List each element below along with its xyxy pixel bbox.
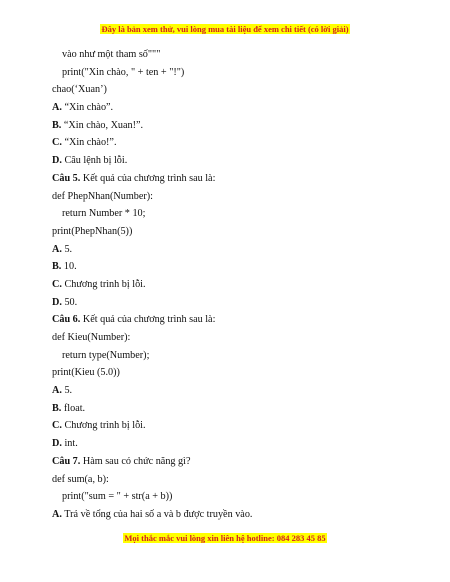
line-label: B. — [52, 402, 62, 414]
line-text: 5. — [61, 243, 73, 255]
answer-option — [52, 382, 422, 400]
question-heading — [52, 170, 422, 188]
line-text: Chương trình bị lỗi. — [61, 420, 146, 432]
line-label: D. — [52, 155, 62, 167]
code-line — [52, 488, 422, 506]
line-text: def PhepNhan(Number): — [52, 190, 153, 202]
question-heading — [52, 453, 422, 471]
answer-option — [52, 134, 422, 152]
answer-option — [52, 276, 422, 294]
line-text: chao(‘Xuan’) — [52, 84, 107, 96]
code-line — [52, 329, 422, 347]
line-label: C. — [52, 278, 62, 290]
line-text: print("sum = " + str(a + b)) — [62, 491, 173, 503]
line-label: D. — [52, 438, 62, 450]
line-label: A. — [52, 508, 62, 520]
code-line — [52, 223, 422, 241]
line-text: “Xin chào”. — [61, 102, 114, 114]
code-line — [52, 64, 422, 82]
line-text: Chương trình bị lỗi. — [61, 278, 146, 290]
code-line — [52, 471, 422, 489]
answer-option — [52, 152, 422, 170]
answer-option — [52, 241, 422, 259]
line-label: Câu 7. — [52, 455, 81, 467]
code-line — [52, 81, 422, 99]
answer-option — [52, 99, 422, 117]
line-label: A. — [52, 243, 62, 255]
line-label: A. — [52, 102, 62, 114]
line-text: int. — [61, 438, 78, 450]
line-text: Câu lệnh bị lỗi. — [61, 155, 128, 167]
line-text: float. — [61, 402, 86, 414]
preview-notice-banner — [0, 24, 450, 34]
line-label: Câu 5. — [52, 172, 81, 184]
question-heading — [52, 311, 422, 329]
document-body — [52, 46, 422, 524]
line-text: “Xin chào, Xuan!”. — [61, 119, 144, 131]
line-label: Câu 6. — [52, 314, 81, 326]
line-text: Hàm sau có chức năng gì? — [80, 455, 191, 467]
code-line — [52, 347, 422, 365]
preview-notice-text: Đây là bản xem thử, vui lòng mua tài liệu để xem chi tiết (có lời giải) — [101, 24, 349, 34]
line-text: “Xin chào!”. — [61, 137, 117, 149]
line-text: Kết quả của chương trình sau là: — [80, 172, 216, 184]
answer-option — [52, 400, 422, 418]
line-label: C. — [52, 420, 62, 432]
line-text: return Number * 10; — [62, 208, 146, 220]
line-text: def sum(a, b): — [52, 473, 109, 485]
line-text: vào như một tham số""" — [62, 49, 161, 60]
line-text: Trả về tổng của hai số a và b được truyền vào. — [61, 508, 253, 520]
line-text: print(Kieu (5.0)) — [52, 367, 120, 379]
answer-option — [52, 258, 422, 276]
answer-option — [52, 435, 422, 453]
line-text: def Kieu(Number): — [52, 332, 131, 343]
line-text: 50. — [61, 296, 78, 308]
answer-option — [52, 417, 422, 435]
code-line — [52, 46, 422, 64]
hotline-banner — [0, 533, 450, 543]
answer-option — [52, 506, 422, 524]
answer-option — [52, 294, 422, 312]
code-line — [52, 205, 422, 223]
line-label: B. — [52, 261, 62, 273]
line-label: D. — [52, 296, 62, 308]
line-text: 10. — [61, 261, 77, 273]
line-text: Kết quả của chương trình sau là: — [80, 314, 216, 326]
code-line — [52, 188, 422, 206]
line-text: return type(Number); — [62, 349, 150, 361]
answer-option — [52, 117, 422, 135]
line-label: C. — [52, 137, 62, 149]
line-text: print(PhepNhan(5)) — [52, 225, 133, 237]
line-text: 5. — [61, 385, 73, 397]
line-label: B. — [52, 119, 62, 131]
code-line — [52, 364, 422, 382]
line-text: print("Xin chào, " + ten + "!") — [62, 66, 185, 78]
hotline-text: Mọi thắc mắc vui lòng xin liên hệ hotline: 084 283 45 85 — [124, 533, 326, 543]
line-label: A. — [52, 385, 62, 397]
